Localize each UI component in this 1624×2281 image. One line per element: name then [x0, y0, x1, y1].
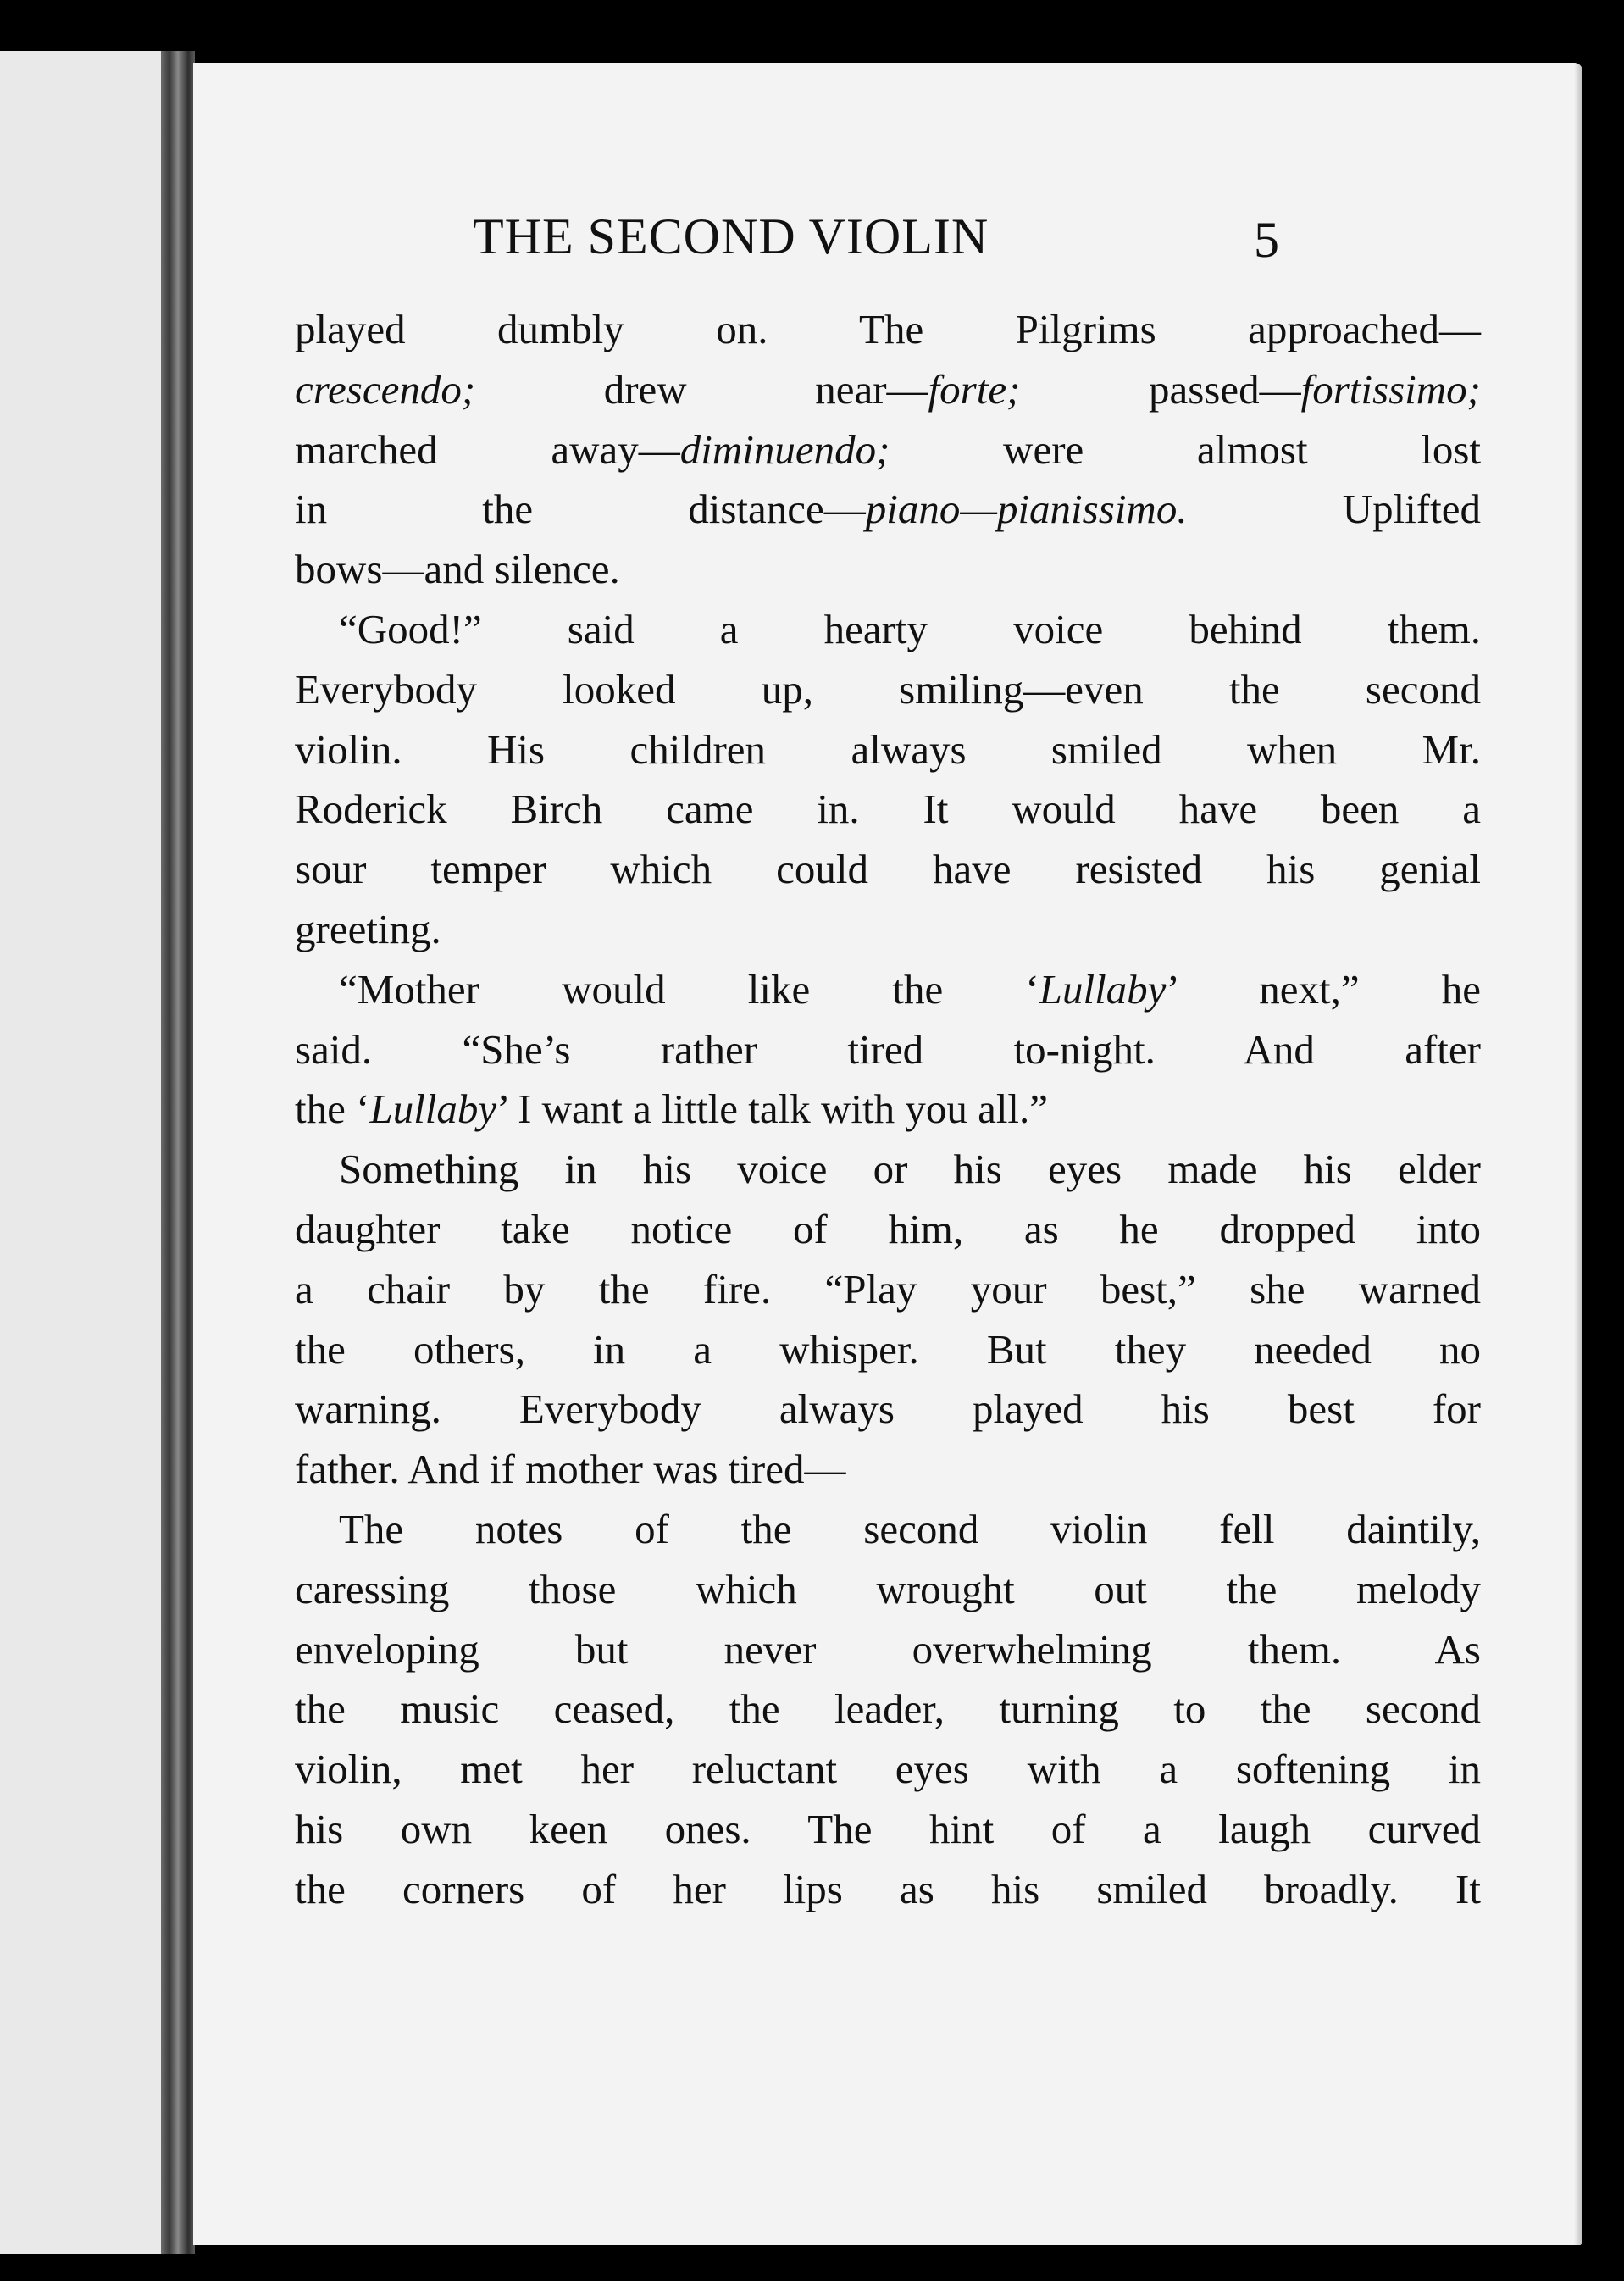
text-line: said. “She’s rather tired to-night. And after [295, 1025, 1481, 1073]
text-line: Something in his voice or his eyes made his elder [339, 1146, 1481, 1193]
text-line: the corners of her lips as his smiled broadly. It [295, 1865, 1481, 1912]
page-edge-shadow [1574, 63, 1582, 2245]
text-line: warning. Everybody always played his best for [295, 1385, 1481, 1433]
text-line: a chair by the fire. “Play your best,” she warned [295, 1265, 1481, 1313]
text-line: played dumbly on. The Pilgrims approached— [295, 306, 1481, 352]
text-line: his own keen ones. The hint of a laugh curved [295, 1805, 1481, 1852]
text-line: The notes of the second violin fell daintily, [339, 1505, 1481, 1552]
running-head [193, 198, 1582, 275]
text-line: the ‘Lullaby’ I want a little talk with you all.” [295, 1085, 1049, 1133]
book-gutter [161, 51, 195, 2254]
text-line: violin. His children always smiled when Mr. [295, 725, 1481, 773]
text-line: “Mother would like the ‘Lullaby’ next,” he [339, 965, 1481, 1013]
text-line: marched away—diminuendo; were almost lost [295, 425, 1482, 473]
text-line: in the distance—piano—pianissimo. Uplifted [295, 486, 1481, 533]
running-head-title: THE SECOND VIOLIN [473, 208, 989, 264]
text-line: father. And if mother was tired— [295, 1446, 846, 1493]
text-line: violin, met her reluctant eyes with a softening in [295, 1745, 1481, 1793]
text-line: the others, in a whisper. But they needed no [295, 1325, 1481, 1373]
text-line: greeting. [295, 905, 441, 952]
text-line: caressing those which wrought out the melody [295, 1565, 1481, 1612]
text-line: bows—and silence. [295, 546, 620, 593]
text-line: sour temper which could have resisted his genial [295, 846, 1481, 893]
text-line: crescendo; drew near—forte; passed—fortissimo; [295, 365, 1481, 413]
page-number: 5 [1254, 212, 1279, 268]
text-line: enveloping but never overwhelming them. As [295, 1625, 1481, 1673]
text-line: Roderick Birch came in. It would have been a [295, 785, 1481, 833]
text-line: Everybody looked up, smiling—even the second [295, 665, 1481, 713]
body-text [295, 300, 1481, 1920]
text-line: daughter take notice of him, as he dropped into [295, 1205, 1481, 1252]
facing-page-edge [0, 51, 186, 2254]
text-line: “Good!” said a hearty voice behind them. [339, 605, 1481, 652]
book-page [193, 63, 1582, 2245]
text-line: the music ceased, the leader, turning to the second [295, 1685, 1481, 1733]
